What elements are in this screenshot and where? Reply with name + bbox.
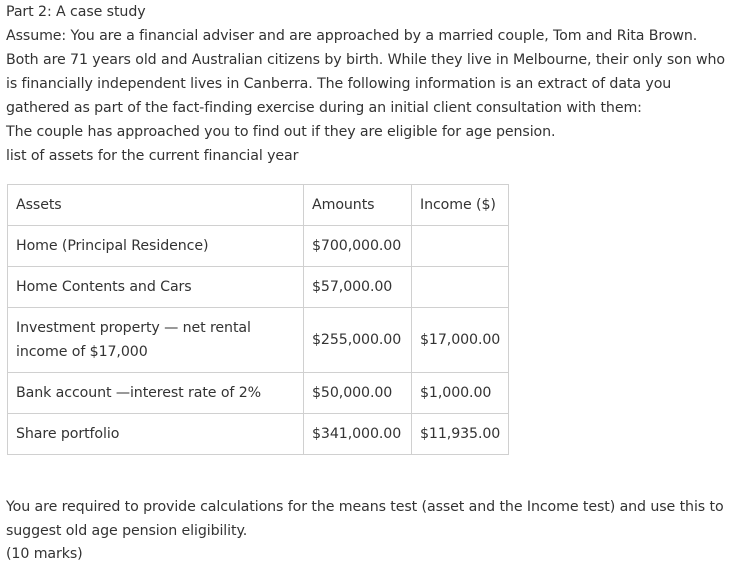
table-row [8,308,509,373]
table-row [8,373,509,414]
income-cell [412,226,509,267]
assets-table [7,184,509,455]
amount-cell: $255,000.00 [304,308,412,373]
header-assets: Assets [8,185,304,226]
header-amounts: Amounts [304,185,412,226]
income-cell [412,267,509,308]
income-cell: $11,935.00 [412,414,509,455]
asset-cell [8,308,304,373]
income-cell: $17,000.00 [412,308,509,373]
intro-line: Both are 71 years old and Australian citizens by birth. While they live in Melbourne, their only son who [6,52,725,68]
income-cell: $1,000.00 [412,373,509,414]
asset-cell-line: Investment property — net rental [16,320,251,336]
asset-cell: Share portfolio [8,414,304,455]
asset-cell: Home (Principal Residence) [8,226,304,267]
asset-cell-line: income of $17,000 [16,344,148,360]
header-income: Income ($) [412,185,509,226]
amount-cell: $341,000.00 [304,414,412,455]
asset-cell: Home Contents and Cars [8,267,304,308]
intro-line: list of assets for the current financial year [6,148,299,164]
instruction-line: You are required to provide calculations for the means test (asset and the Income test) and use this to [6,499,724,515]
instruction-line: suggest old age pension eligibility. [6,523,248,539]
intro-line: Assume: You are a financial adviser and are approached by a married couple, Tom and Rita Brown. [6,28,698,44]
amount-cell: $700,000.00 [304,226,412,267]
intro-line: The couple has approached you to find out if they are eligible for age pension. [6,124,556,140]
table-header-row [8,185,509,226]
amount-cell: $57,000.00 [304,267,412,308]
marks-label: (10 marks) [6,546,83,562]
table-row [8,267,509,308]
section-title: Part 2: A case study [6,4,146,20]
intro-line: gathered as part of the fact-finding exercise during an initial client consultation with them: [6,100,642,116]
asset-cell: Bank account —interest rate of 2% [8,373,304,414]
amount-cell: $50,000.00 [304,373,412,414]
intro-line: is financially independent lives in Canberra. The following information is an extract of data you [6,76,672,92]
table-row [8,414,509,455]
table-row [8,226,509,267]
